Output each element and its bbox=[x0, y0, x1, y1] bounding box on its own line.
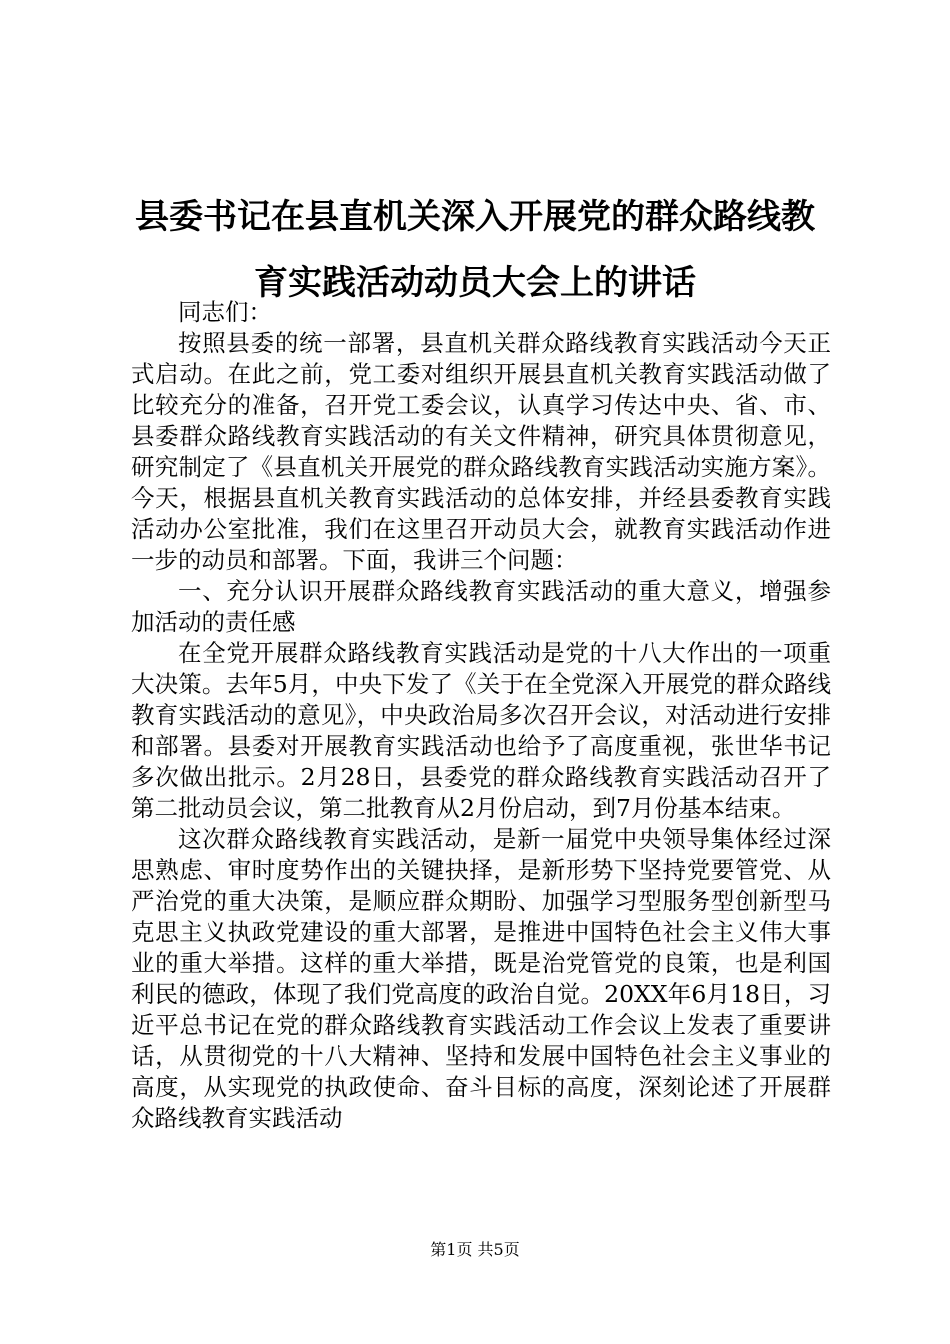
paragraph: 按照县委的统一部署，县直机关群众路线教育实践活动今天正式启动。在此之前，党工委对组织开展县直机关教育实践活动做了比较充分的准备，召开党工委会议，认真学习传达中央、省、市、县委群众路线教育实践活动的有关文件精神，研究具体贯彻意见，研究制定了《县直机关开展党的群众路线教育实践活动实施方案》。今天，根据县直机关教育实践活动的总体安排，并经县委教育实践活动办公室批准，我们在这里召开动员大会，就教育实践活动作进一步的动员和部署。下面，我讲三个问题： bbox=[131, 329, 831, 574]
salutation: 同志们： bbox=[178, 298, 272, 326]
document-body bbox=[131, 297, 831, 1134]
title-line-2: 育实践活动动员大会上的讲话 bbox=[254, 263, 696, 303]
title-line-1: 县委书记在县直机关深入开展党的群众路线教 bbox=[135, 197, 815, 237]
paragraph: 这次群众路线教育实践活动，是新一届党中央领导集体经过深思熟虑、审时度势作出的关键抉择，是新形势下坚持党要管党、从严治党的重大决策，是顺应群众期盼、加强学习型服务型创新型马克思主义执政党建设的重大部署，是推进中国特色社会主义伟大事业的重大举措。这样的重大举措，既是治党管党的良策，也是利国利民的德政，体现了我们党高度的政治自觉。20XX年6月18日，习近平总书记在党的群众路线教育实践活动工作会议上发表了重要讲话，从贯彻党的十八大精神、坚持和发展中国特色社会主义事业的高度，从实现党的执政使命、奋斗目标的高度，深刻论述了开展群众路线教育实践活动 bbox=[131, 825, 831, 1132]
section-heading: 一、充分认识开展群众路线教育实践活动的重大意义，增强参加活动的责任感 bbox=[131, 577, 831, 636]
paragraph: 在全党开展群众路线教育实践活动是党的十八大作出的一项重大决策。去年5月，中央下发了《关于在全党深入开展党的群众路线教育实践活动的意见》，中央政治局多次召开会议，对活动进行安排和部署。县委对开展教育实践活动也给予了高度重视，张世华书记多次做出批示。2月28日，县委党的群众路线教育实践活动召开了第二批动员会议，第二批教育从2月份启动，到7月份基本结束。 bbox=[131, 639, 831, 822]
page-number-footer: 第1页 共5页 bbox=[430, 1240, 520, 1259]
